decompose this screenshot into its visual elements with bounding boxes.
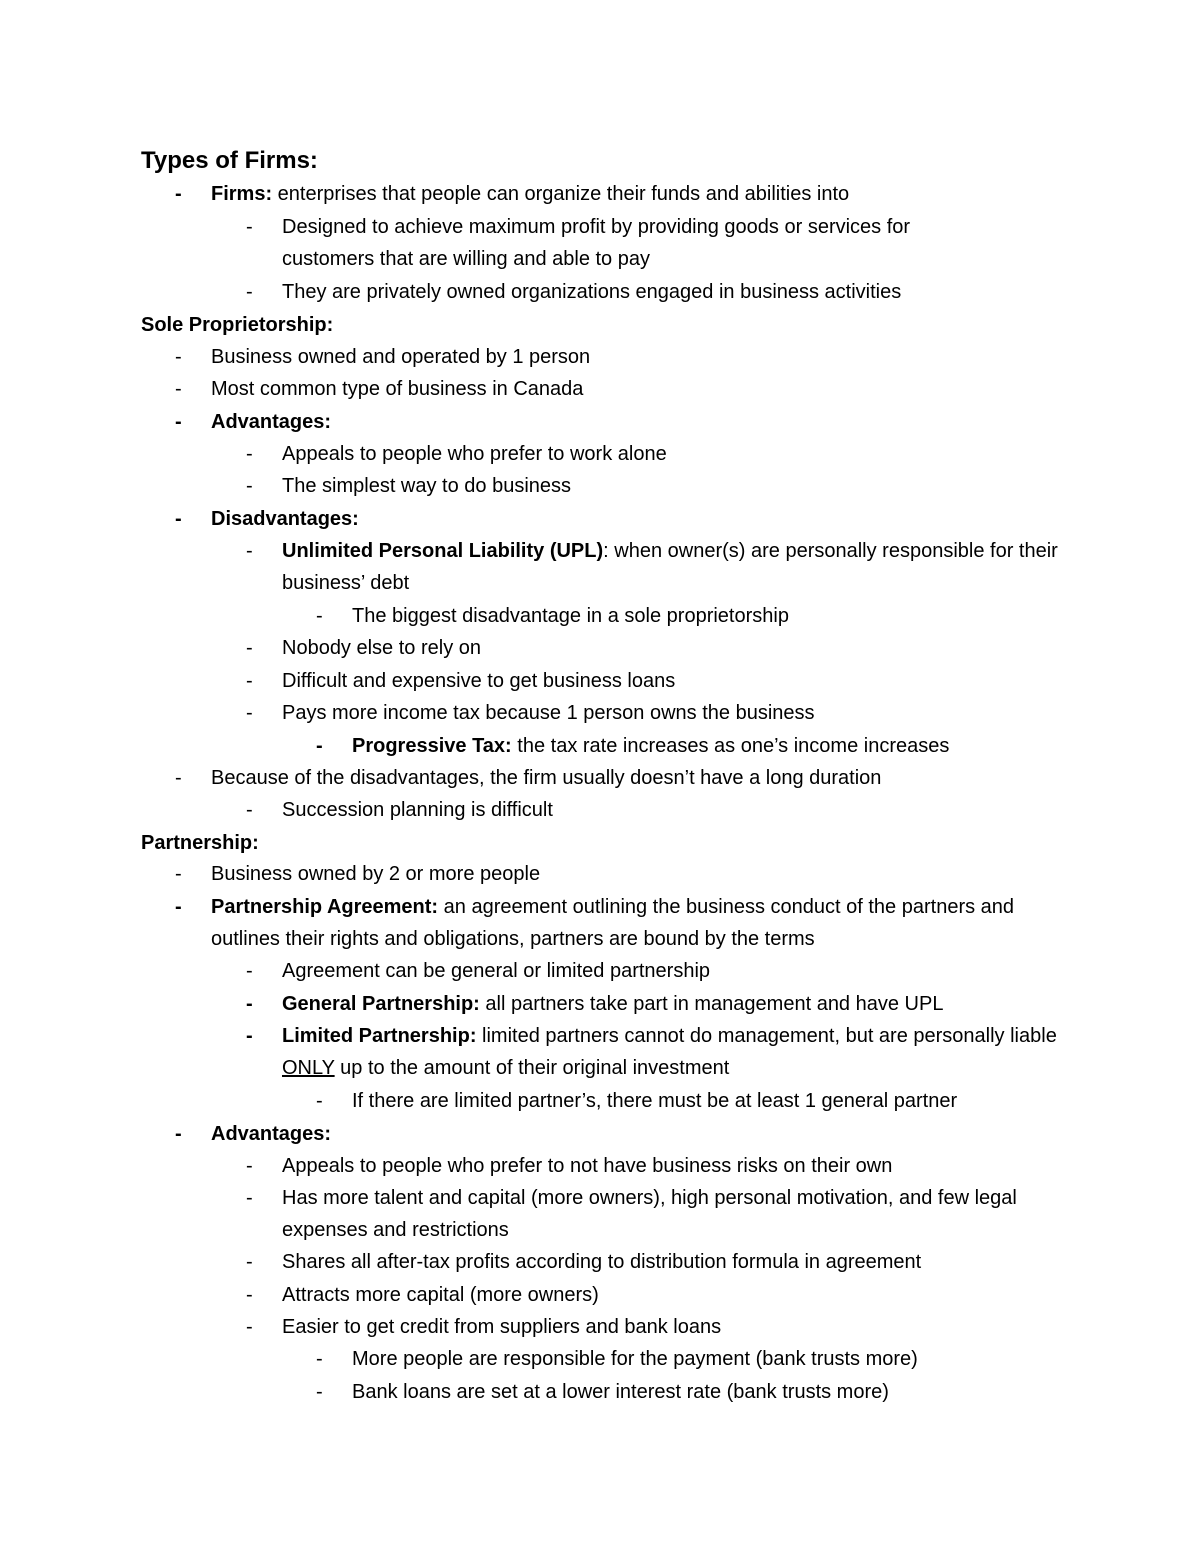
term-general-partnership: General Partnership:	[282, 993, 480, 1015]
term-partnership-agreement: Partnership Agreement:	[211, 896, 439, 918]
list-item	[246, 697, 1082, 729]
list-item-general-partnership	[246, 988, 1082, 1020]
list-item	[175, 858, 1111, 890]
term-upl: Unlimited Personal Liability (UPL)	[282, 540, 604, 562]
list-item	[246, 1246, 1082, 1278]
bullet-dash: -	[246, 960, 253, 982]
list-item	[246, 1150, 1082, 1182]
list-item-advantages-label	[175, 406, 1111, 438]
definition-limited-partnership: limited partners cannot do management, but are personally liable	[476, 1025, 1057, 1047]
list-item-text: More people are responsible for the payment (bank trusts more)	[352, 1348, 918, 1370]
list-item-text: Pays more income tax because 1 person owns the business	[282, 702, 815, 724]
list-item	[316, 1376, 1112, 1408]
list-item-text: Nobody else to rely on	[282, 637, 482, 659]
definition-progressive-tax: the tax rate increases as one’s income increases	[511, 735, 950, 757]
list-item-limited-partnership	[246, 1020, 1072, 1085]
list-item	[316, 1085, 1112, 1117]
list-item-text: Designed to achieve maximum profit by providing goods or services for customers that are willing and able to pay	[282, 216, 911, 271]
bullet-dash: -	[175, 767, 182, 789]
list-item-text: Business owned and operated by 1 person	[211, 346, 591, 368]
list-item-firms	[175, 178, 1111, 210]
emphasis-only: ONLY	[282, 1057, 335, 1080]
list-item-text: Most common type of business in Canada	[211, 378, 584, 400]
list-item-text: Bank loans are set at a lower interest rate (bank trusts more)	[352, 1381, 889, 1403]
list-item-text: Shares all after-tax profits according to distribution formula in agreement	[282, 1251, 922, 1273]
list-item	[316, 600, 1112, 632]
definition-partnership-agreement: an agreement outlining the business conduct of the partners and outlines their rights and obligations, partners are bound by the terms	[211, 896, 1015, 951]
bullet-dash: -	[175, 508, 182, 530]
list-item-text: Business owned by 2 or more people	[211, 863, 541, 885]
list-item-text: They are privately owned organizations engaged in business activities	[282, 281, 902, 303]
list-item-text: Agreement can be general or limited partnership	[282, 960, 711, 982]
list-item	[246, 1311, 1082, 1343]
label-disadvantages: Disadvantages:	[211, 508, 359, 530]
list-item	[246, 470, 1082, 502]
list-item-text: Has more talent and capital (more owners), high personal motivation, and few legal expenses and restrictions	[282, 1187, 1017, 1242]
bullet-dash: -	[246, 1284, 253, 1306]
list-item	[246, 438, 1082, 470]
section-heading-sole-proprietorship: Sole Proprietorship:	[141, 314, 334, 336]
list-item	[246, 665, 1082, 697]
bullet-dash: -	[316, 1381, 323, 1403]
bullet-dash: -	[316, 1090, 323, 1112]
list-item	[175, 373, 1111, 405]
bullet-dash: -	[246, 637, 253, 659]
term-progressive-tax: Progressive Tax:	[352, 735, 512, 757]
list-item-text: Because of the disadvantages, the firm usually doesn’t have a long duration	[211, 767, 882, 789]
term-limited-partnership: Limited Partnership:	[282, 1025, 477, 1047]
list-item	[246, 211, 982, 276]
definition-general-partnership: all partners take part in management and have UPL	[479, 993, 944, 1015]
bullet-dash: -	[246, 1316, 253, 1338]
list-item-text: Easier to get credit from suppliers and bank loans	[282, 1316, 722, 1338]
list-item-text: Appeals to people who prefer to work alone	[282, 443, 667, 465]
list-item	[246, 1279, 1082, 1311]
bullet-dash: -	[246, 281, 253, 303]
list-item	[246, 1182, 1052, 1247]
list-item-progressive-tax	[316, 730, 1112, 762]
bullet-dash: -	[175, 183, 182, 205]
bullet-dash: -	[175, 863, 182, 885]
list-item	[246, 955, 1082, 987]
bullet-dash: -	[246, 670, 253, 692]
bullet-dash: -	[175, 1123, 182, 1145]
list-item-text: If there are limited partner’s, there must be at least 1 general partner	[352, 1090, 958, 1112]
section-heading-partnership: Partnership:	[141, 832, 259, 854]
bullet-dash: -	[246, 1187, 253, 1209]
list-item-upl	[246, 535, 1072, 600]
bullet-dash: -	[246, 540, 253, 562]
page-title: Types of Firms:	[141, 147, 318, 174]
list-item-text: Attracts more capital (more owners)	[282, 1284, 599, 1306]
list-item-disadvantages-label	[175, 503, 1111, 535]
bullet-dash: -	[175, 346, 182, 368]
list-item	[175, 762, 1111, 794]
bullet-dash: -	[246, 1025, 253, 1047]
label-advantages: Advantages:	[211, 411, 332, 433]
list-item-text: Appeals to people who prefer to not have business risks on their own	[282, 1155, 893, 1177]
bullet-dash: -	[246, 475, 253, 497]
term-firms: Firms:	[211, 183, 273, 205]
list-item	[246, 632, 1082, 664]
label-advantages: Advantages:	[211, 1123, 332, 1145]
bullet-dash: -	[175, 896, 182, 918]
list-item-partnership-agreement	[175, 891, 1051, 956]
bullet-dash: -	[316, 735, 323, 757]
bullet-dash: -	[316, 605, 323, 627]
list-item-advantages-label	[175, 1118, 1111, 1150]
list-item	[316, 1343, 1112, 1375]
bullet-dash: -	[175, 411, 182, 433]
bullet-dash: -	[175, 378, 182, 400]
definition-firms: enterprises that people can organize their funds and abilities into	[272, 183, 850, 205]
bullet-dash: -	[246, 1251, 253, 1273]
definition-limited-partnership-cont: up to the amount of their original investment	[334, 1057, 730, 1080]
bullet-dash: -	[316, 1348, 323, 1370]
list-item	[175, 341, 1111, 373]
list-item-text: The simplest way to do business	[282, 475, 572, 497]
list-item	[246, 276, 1082, 308]
bullet-dash: -	[246, 443, 253, 465]
bullet-dash: -	[246, 216, 253, 238]
bullet-dash: -	[246, 799, 253, 821]
list-item-text: The biggest disadvantage in a sole proprietorship	[352, 605, 789, 627]
list-item-text: Difficult and expensive to get business loans	[282, 670, 676, 692]
bullet-dash: -	[246, 993, 253, 1015]
definition-upl: : when owner(s) are personally responsible for their business’ debt	[282, 540, 1058, 595]
list-item	[246, 794, 1082, 826]
bullet-dash: -	[246, 702, 253, 724]
list-item-text: Succession planning is difficult	[282, 799, 553, 821]
bullet-dash: -	[246, 1155, 253, 1177]
